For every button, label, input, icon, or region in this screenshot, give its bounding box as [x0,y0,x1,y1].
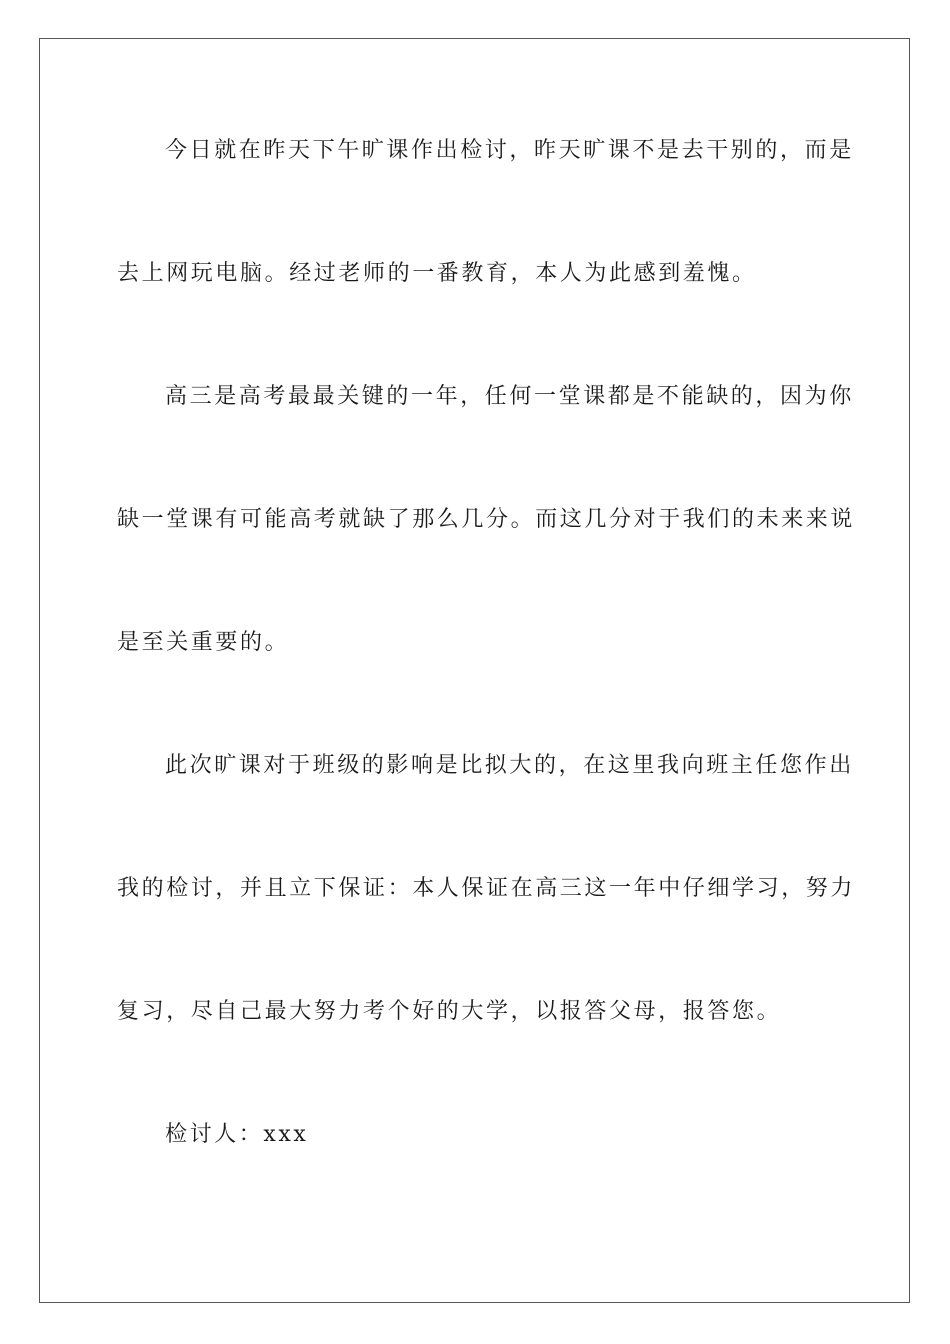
paragraph-2-line-1: 高三是高考最最关键的一年，任何一堂课都是不能缺的，因为你 [165,384,854,409]
paragraph-3-line-1: 此次旷课对于班级的影响是比拟大的，在这里我向班主任您作出 [165,753,854,778]
page-border [39,38,910,1303]
paragraph-2-line-3: 是至关重要的。 [117,630,290,655]
paragraph-2-line-2: 缺一堂课有可能高考就缺了那么几分。而这几分对于我们的未来来说 [117,507,856,532]
paragraph-3-line-2: 我的检讨，并且立下保证：本人保证在高三这一年中仔细学习，努力 [117,876,856,901]
paragraph-1-line-1: 今日就在昨天下午旷课作出检讨，昨天旷课不是去干别的，而是 [165,138,854,163]
paragraph-3-line-3: 复习，尽自己最大努力考个好的大学，以报答父母，报答您。 [117,999,782,1024]
signature: 检讨人：xxx [165,1122,309,1147]
paragraph-1-line-2: 去上网玩电脑。经过老师的一番教育，本人为此感到羞愧。 [117,261,757,286]
